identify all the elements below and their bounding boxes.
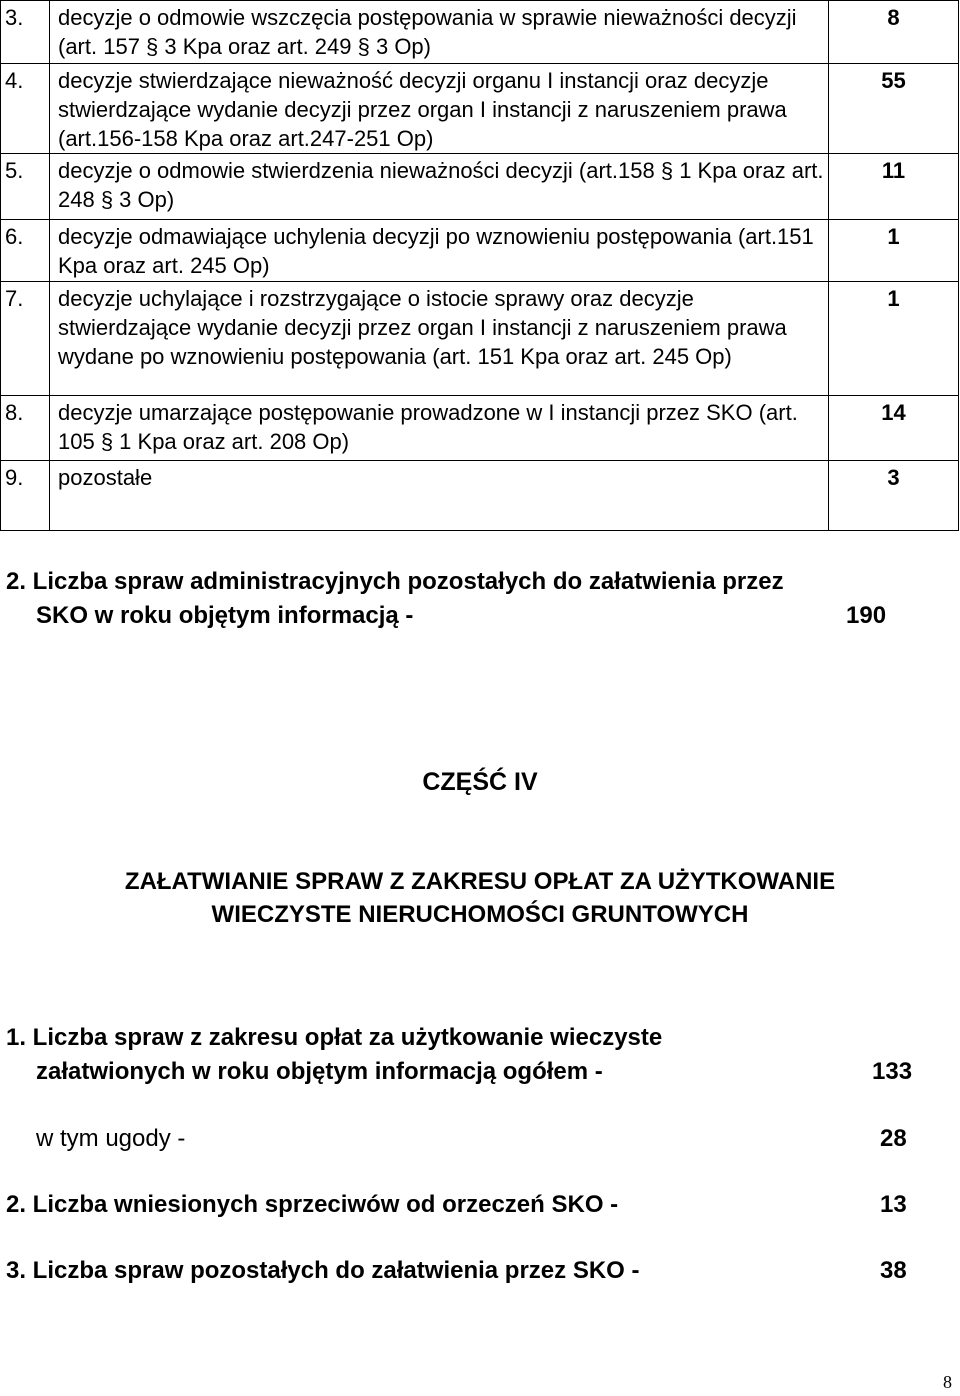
- item3-value: 38: [880, 1257, 907, 1284]
- row-value: 3: [829, 461, 959, 531]
- row-text: decyzje umarzające postępowanie prowadzone w I instancji przez SKO (art. 105 § 1 Kpa oraz art. 208 Op): [50, 396, 829, 461]
- row-value: 8: [829, 1, 959, 64]
- row-value: 11: [829, 154, 959, 220]
- row-number: 4.: [1, 64, 50, 154]
- row-value: 14: [829, 396, 959, 461]
- row-number: 7.: [1, 282, 50, 396]
- row-text: decyzje odmawiające uchylenia decyzji po wznowieniu postępowania (art.151 Kpa oraz art. 245 Op): [50, 220, 829, 282]
- row-number: 9.: [1, 461, 50, 531]
- item1-line1: 1. Liczba spraw z zakresu opłat za użytkowanie wieczyste: [6, 1024, 663, 1051]
- row-value: 1: [829, 220, 959, 282]
- row-number: 3.: [1, 1, 50, 64]
- table-row: [1, 461, 959, 531]
- table-row: [1, 282, 959, 396]
- item1-sub-value: 28: [880, 1125, 907, 1152]
- row-text: decyzje stwierdzające nieważność decyzji organu I instancji oraz decyzje stwierdzające wydanie decyzji przez organ I instancji z naruszeniem prawa (art.156-158 Kpa oraz art.247-251 Op): [50, 64, 829, 154]
- page-number: 8: [943, 1372, 952, 1392]
- item1-line2: załatwionych w roku objętym informacją ogółem -: [36, 1058, 603, 1085]
- decisions-table: [0, 0, 959, 531]
- item1-sub-label: w tym ugody -: [36, 1125, 186, 1152]
- item2-value: 13: [880, 1191, 907, 1218]
- table-row: [1, 396, 959, 461]
- table-row: [1, 220, 959, 282]
- section2-value: 190: [846, 602, 887, 629]
- part-subtitle-1: ZAŁATWIANIE SPRAW Z ZAKRESU OPŁAT ZA UŻYTKOWANIE: [124, 868, 836, 895]
- item2-label: 2. Liczba wniesionych sprzeciwów od orzeczeń SKO -: [6, 1191, 619, 1218]
- row-text: decyzje o odmowie stwierdzenia nieważności decyzji (art.158 § 1 Kpa oraz art. 248 § 3 Op): [50, 154, 829, 220]
- row-text: decyzje uchylające i rozstrzygające o istocie sprawy oraz decyzje stwierdzające wydanie decyzji przez organ I instancji z naruszeniem prawa wydane po wznowieniu postępowania (art. 151 Kpa oraz art. 245 Op): [50, 282, 829, 396]
- section2-line2: SKO w roku objętym informacją -: [36, 602, 414, 629]
- row-number: 8.: [1, 396, 50, 461]
- row-number: 5.: [1, 154, 50, 220]
- section2-line1: 2. Liczba spraw administracyjnych pozostałych do załatwienia przez: [6, 568, 784, 595]
- item3-label: 3. Liczba spraw pozostałych do załatwienia przez SKO -: [6, 1257, 640, 1284]
- item1-value: 133: [872, 1058, 913, 1085]
- part-title: CZĘŚĆ IV: [422, 768, 538, 796]
- table-row: [1, 64, 959, 154]
- row-value: 1: [829, 282, 959, 396]
- table-row: [1, 1, 959, 64]
- part-subtitle-2: WIECZYSTE NIERUCHOMOŚCI GRUNTOWYCH: [211, 901, 749, 928]
- row-number: 6.: [1, 220, 50, 282]
- row-text: decyzje o odmowie wszczęcia postępowania w sprawie nieważności decyzji (art. 157 § 3 Kpa oraz art. 249 § 3 Op): [50, 1, 829, 64]
- table-row: [1, 154, 959, 220]
- row-text: pozostałe: [50, 461, 829, 531]
- row-value: 55: [829, 64, 959, 154]
